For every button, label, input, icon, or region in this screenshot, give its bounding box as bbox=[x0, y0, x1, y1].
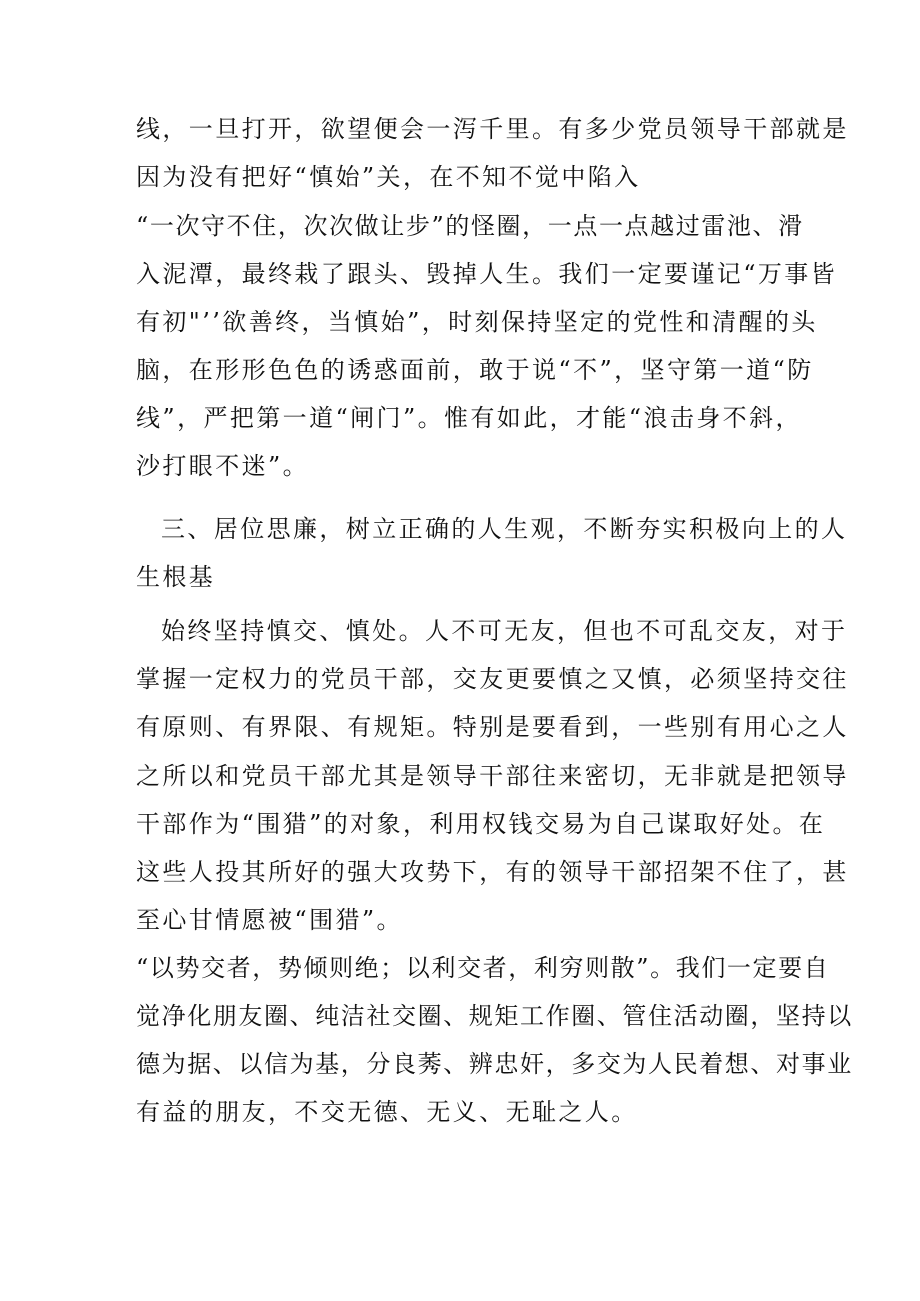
paragraph-line: 至心甘情愿被“围猎”。 bbox=[136, 906, 403, 934]
section-heading-continuation: 生根基 bbox=[136, 563, 216, 591]
paragraph-line: 沙打眼不迷”。 bbox=[136, 452, 310, 480]
paragraph-line: 始终坚持慎交、慎处。人不可无友，但也不可乱交友，对于 bbox=[161, 617, 848, 645]
paragraph-line: 线”，严把第一道“闸门”。惟有如此，才能“浪击身不斜， bbox=[136, 404, 802, 432]
paragraph-line: 德为据、以信为基，分良莠、辨忠奸，多交为人民着想、对事业 bbox=[136, 1050, 853, 1078]
paragraph-line: 脑，在形形色色的诱惑面前，敢于说“不”，坚守第一道“防 bbox=[136, 356, 814, 384]
paragraph-line: 干部作为“围猎”的对象，利用权钱交易为自己谋取好处。在 bbox=[136, 810, 826, 838]
paragraph-line: 有益的朋友，不交无德、无义、无耻之人。 bbox=[136, 1098, 638, 1126]
paragraph-line: 因为没有把好“慎始”关，在不知不觉中陷入 bbox=[136, 163, 641, 191]
paragraph-line: 有原则、有界限、有规矩。特别是要看到，一些别有用心之人 bbox=[136, 713, 849, 741]
paragraph-line: 这些人投其所好的强大攻势下，有的领导干部招架不住了，甚 bbox=[136, 858, 849, 886]
paragraph-line: 掌握一定权力的党员干部，交友更要慎之又慎，必须坚持交往 bbox=[136, 665, 849, 693]
paragraph-line: “一次守不住，次次做让步”的怪圈，一点一点越过雷池、滑 bbox=[136, 212, 804, 240]
section-heading: 三、居位思廉，树立正确的人生观，不断夯实积极向上的人 bbox=[161, 515, 848, 543]
paragraph-line: 觉净化朋友圈、纯洁社交圈、规矩工作圈、管住活动圈，坚持以 bbox=[136, 1002, 853, 1030]
paragraph-line: 有初"’’欲善终，当慎始”，时刻保持坚定的党性和清醒的头 bbox=[136, 308, 818, 336]
paragraph-line: 线，一旦打开，欲望便会一泻千里。有多少党员领导干部就是 bbox=[136, 115, 849, 143]
paragraph-line: 之所以和党员干部尤其是领导干部往来密切，无非就是把领导 bbox=[136, 762, 849, 790]
paragraph-line: 入泥潭，最终栽了跟头、毁掉人生。我们一定要谨记“万事皆 bbox=[136, 260, 838, 288]
paragraph-line: “以势交者，势倾则绝；以利交者，利穷则散”。我们一定要自 bbox=[136, 954, 830, 982]
